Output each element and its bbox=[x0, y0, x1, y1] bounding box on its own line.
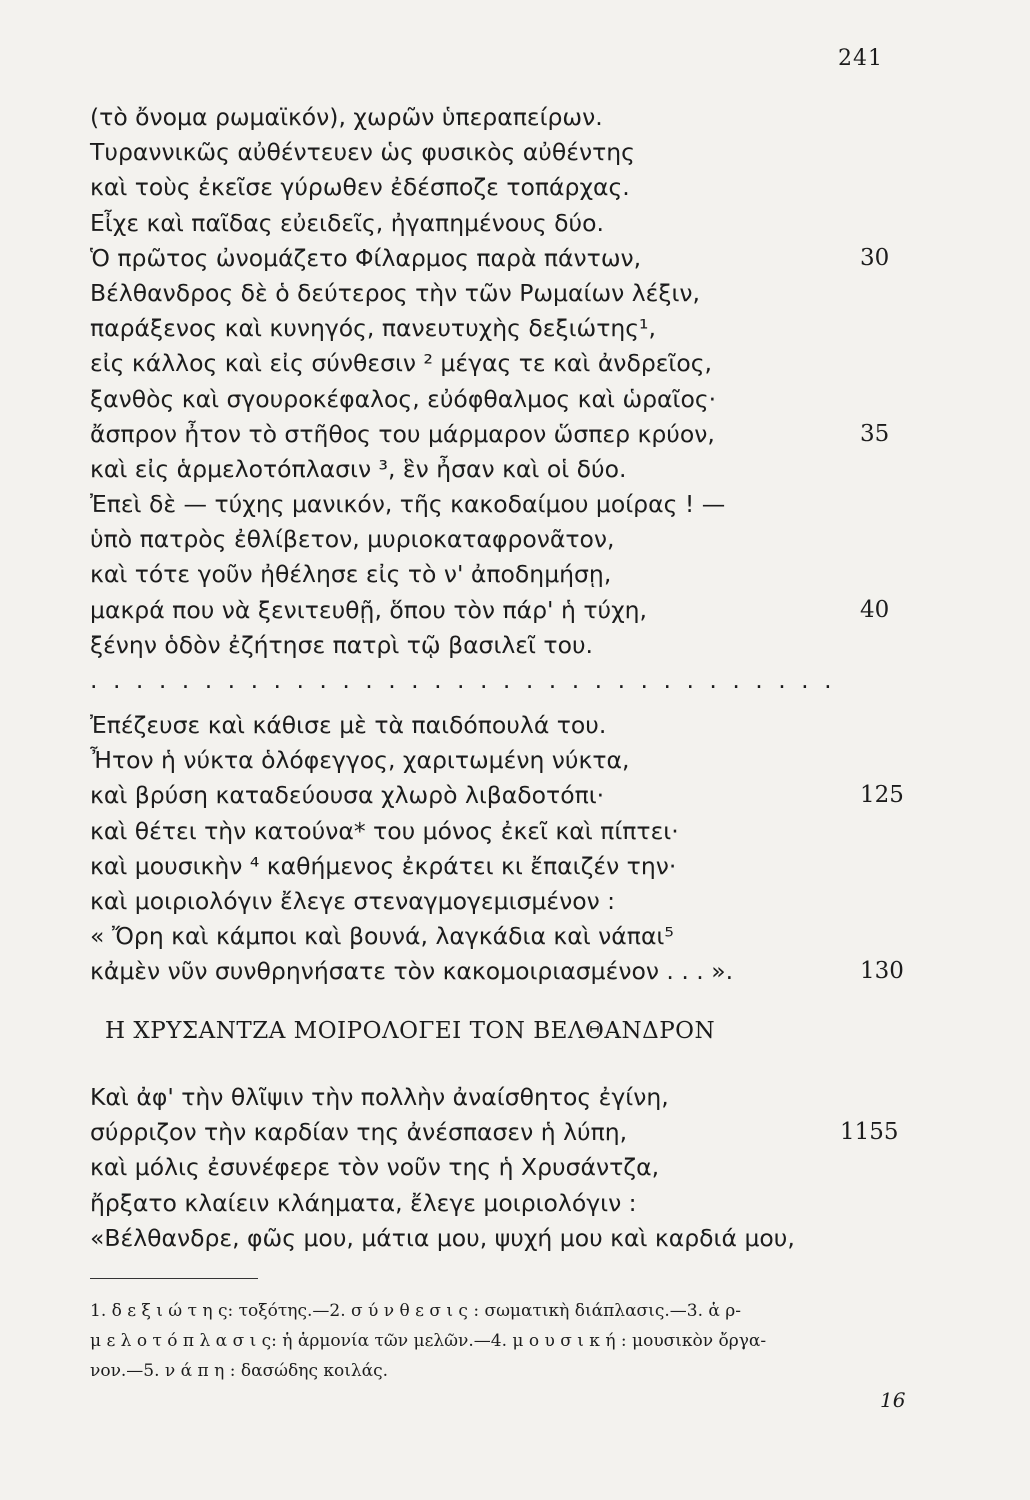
verse-line bbox=[90, 743, 910, 778]
verse-line bbox=[90, 628, 910, 663]
footnotes bbox=[90, 1296, 910, 1386]
line-number: 40 bbox=[860, 596, 890, 623]
verse-text: καὶ μόλις ἐσυνέφερε τὸν νοῦν της ἡ Χρυσάντζα, bbox=[90, 1153, 660, 1182]
verse-line bbox=[90, 1221, 910, 1256]
verse-text: Ὁ πρῶτος ὠνομάζετο Φίλαρμος παρὰ πάντων, bbox=[90, 243, 642, 272]
verse-text: μακρά που νὰ ξενιτευθῇ, ὅπου τὸν πάρ' ἡ τύχη, bbox=[90, 595, 648, 624]
verse-line bbox=[90, 100, 910, 135]
verse-text: ξανθὸς καὶ σγουροκέφαλος, εὐόφθαλμος καὶ ὡραῖος· bbox=[90, 384, 717, 413]
verse-line bbox=[90, 452, 910, 487]
verse-line bbox=[90, 884, 910, 919]
verse-block-chrysantza bbox=[90, 1080, 910, 1256]
verse-text: ὑπὸ πατρὸς ἐθλίβετον, μυριοκαταφρονᾶτον, bbox=[90, 525, 615, 554]
footnote-rule bbox=[90, 1278, 258, 1279]
verse-line bbox=[90, 954, 910, 989]
verse-text: Τυραννικῶς αὐθέντευεν ὡς φυσικὸς αὐθέντης bbox=[90, 138, 635, 167]
verse-line bbox=[90, 1080, 910, 1115]
page-number: 241 bbox=[838, 46, 883, 71]
verse-line bbox=[90, 663, 910, 698]
verse-line bbox=[90, 135, 910, 170]
footnote-line: νον.—5. ν ά π η : δασώδης κοιλάς. bbox=[90, 1361, 389, 1381]
verse-text: ἤρξατο κλαίειν κλάηματα, ἔλεγε μοιριολόγιν : bbox=[90, 1188, 637, 1217]
verse-line bbox=[90, 919, 910, 954]
line-number: 130 bbox=[860, 958, 904, 985]
verse-text: καὶ εἰς ἁρμελοτόπλασιν ³, ἓν ἦσαν καὶ οἱ δύο. bbox=[90, 454, 627, 483]
verse-line bbox=[90, 1115, 910, 1150]
verse-text: ἄσπρον ἦτον τὸ στῆθος του μάρμαρον ὥσπερ κρύον, bbox=[90, 419, 715, 448]
verse-line bbox=[90, 593, 910, 628]
verse-text: Ἐπέζευσε καὶ κάθισε μὲ τὰ παιδόπουλά του. bbox=[90, 711, 607, 739]
verse-text: εἰς κάλλος καὶ εἰς σύνθεσιν ² μέγας τε καὶ ἀνδρεῖος, bbox=[90, 349, 713, 378]
verse-line bbox=[90, 1186, 910, 1221]
line-number: 1155 bbox=[840, 1119, 899, 1146]
verse-text: καὶ θέτει τὴν κατούνα* του μόνος ἐκεῖ καὶ πίπτει· bbox=[90, 816, 679, 845]
verse-block-philarmos bbox=[90, 100, 910, 698]
verse-text: ξένην ὁδὸν ἐζήτησε πατρὶ τῷ βασιλεῖ του. bbox=[90, 630, 594, 659]
verse-text: σύρριζον τὴν καρδίαν της ἀνέσπασεν ἡ λύπη, bbox=[90, 1118, 628, 1147]
verse-line bbox=[90, 522, 910, 557]
verse-text: καὶ μοιριολόγιν ἔλεγε στεναγμογεμισμένον : bbox=[90, 886, 616, 915]
footnote-line: 1. δ ε ξ ι ώ τ η ς: τοξότης.—2. σ ύ ν θ ε σ ι ς : σωματικὴ διάπλασις.—3. ἁ ρ- bbox=[90, 1301, 741, 1321]
verse-line bbox=[90, 170, 910, 205]
verse-line bbox=[90, 557, 910, 592]
verse-text: «Βέλθανδρε, φῶς μου, μάτια μου, ψυχή μου καὶ καρδιά μου, bbox=[90, 1223, 795, 1252]
verse-line bbox=[90, 814, 910, 849]
verse-line bbox=[90, 1150, 910, 1185]
footnote-line: μ ε λ ο τ ό π λ α σ ι ς: ἡ ἁρμονία τῶν μελῶν.—4. μ ο υ σ ι κ ή : μουσικὸν ὄργα- bbox=[90, 1331, 767, 1351]
verse-line bbox=[90, 276, 910, 311]
verse-line bbox=[90, 241, 910, 276]
verse-text: Ἐπεὶ δὲ — τύχης μανικόν, τῆς κακοδαίμου μοίρας ! — bbox=[90, 490, 726, 519]
verse-text: Εἶχε καὶ παῖδας εὐειδεῖς, ἠγαπημένους δύο. bbox=[90, 208, 604, 237]
verse-text: (τὸ ὄνομα ρωμαϊκόν), χωρῶν ὑπεραπείρων. bbox=[90, 103, 603, 131]
verse-text: παράξενος καὶ κυνηγός, πανευτυχὴς δεξιώτης¹, bbox=[90, 314, 656, 343]
verse-text: « Ὄρη καὶ κάμποι καὶ βουνά, λαγκάδια καὶ νάπαι⁵ bbox=[90, 922, 674, 951]
verse-text: Βέλθανδρος δὲ ὁ δεύτερος τὴν τῶν Ρωμαίων λέξιν, bbox=[90, 278, 700, 307]
verse-line bbox=[90, 346, 910, 381]
line-number: 30 bbox=[860, 244, 890, 271]
verse-text: . . . . . . . . . . . . . . . . . . . . . . . . . . . . . . . . . bbox=[90, 666, 836, 694]
verse-text: καὶ βρύση καταδεύουσα χλωρὸ λιβαδοτόπι· bbox=[90, 781, 605, 810]
verse-text: καὶ μουσικὴν ⁴ καθήμενος ἐκράτει κι ἔπαιζέν την· bbox=[90, 851, 677, 880]
line-number: 125 bbox=[860, 782, 904, 809]
verse-line bbox=[90, 487, 910, 522]
verse-line bbox=[90, 206, 910, 241]
verse-line bbox=[90, 708, 910, 743]
verse-text: καὶ τοὺς ἐκεῖσε γύρωθεν ἐδέσποζε τοπάρχας. bbox=[90, 173, 630, 202]
section-heading: Η ΧΡΥΣΑΝΤΖΑ ΜΟΙΡΟΛΟΓΕΙ ΤΟΝ ΒΕΛΘΑΝΔΡΟΝ bbox=[105, 1018, 716, 1044]
verse-block-lament bbox=[90, 708, 910, 990]
verse-text: κἀμὲν νῦν συνθρηνήσατε τὸν κακομοιριασμένον . . . ». bbox=[90, 957, 734, 986]
verse-text: Καὶ ἀφ' τὴν θλῖψιν τὴν πολλὴν ἀναίσθητος ἐγίνη, bbox=[90, 1083, 669, 1111]
verse-text: Ἦτον ἡ νύκτα ὁλόφεγγος, χαριτωμένη νύκτα, bbox=[90, 746, 630, 775]
signature-mark: 16 bbox=[880, 1388, 906, 1412]
verse-line bbox=[90, 778, 910, 813]
verse-line bbox=[90, 417, 910, 452]
verse-text: καὶ τότε γοῦν ἠθέλησε εἰς τὸ ν' ἀποδημήσῃ, bbox=[90, 560, 612, 589]
line-number: 35 bbox=[860, 420, 890, 447]
verse-line bbox=[90, 849, 910, 884]
verse-line bbox=[90, 382, 910, 417]
verse-line bbox=[90, 311, 910, 346]
